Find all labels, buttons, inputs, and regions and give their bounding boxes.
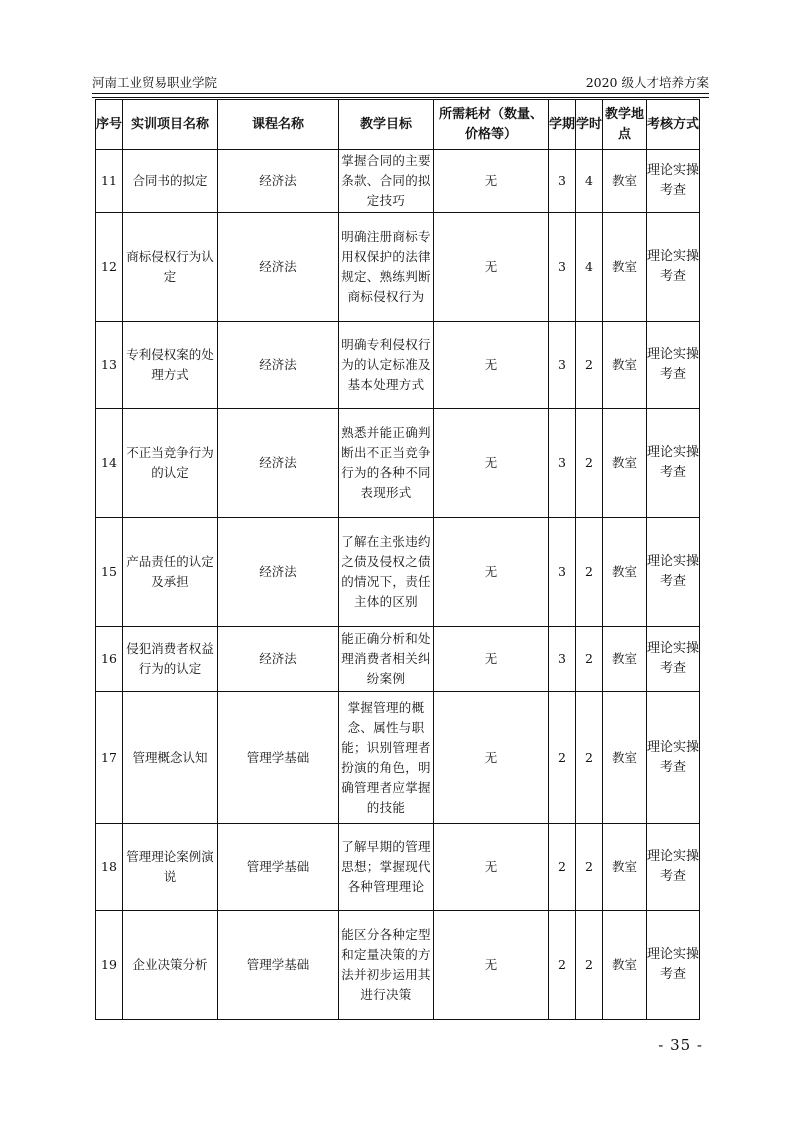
header-project: 实训项目名称 <box>123 100 218 150</box>
cell-course: 经济法 <box>218 627 339 692</box>
cell-semester: 2 <box>549 911 576 1020</box>
cell-materials: 无 <box>434 150 549 213</box>
cell-location: 教室 <box>603 692 647 824</box>
table-row <box>96 627 700 692</box>
cell-location: 教室 <box>603 322 647 409</box>
cell-semester: 3 <box>549 518 576 627</box>
cell-exam: 理论实操考查 <box>647 213 700 322</box>
table-row <box>96 150 700 213</box>
cell-hours: 2 <box>576 627 603 692</box>
cell-exam: 理论实操考查 <box>647 322 700 409</box>
header-hours: 学时 <box>576 100 603 150</box>
cell-seq: 12 <box>96 213 123 322</box>
cell-semester: 3 <box>549 409 576 518</box>
table-row <box>96 518 700 627</box>
cell-seq: 11 <box>96 150 123 213</box>
cell-goal: 掌握合同的主要条款、合同的拟定技巧 <box>339 150 434 213</box>
cell-location: 教室 <box>603 213 647 322</box>
table-row <box>96 409 700 518</box>
cell-goal: 掌握管理的概念、属性与职能；识别管理者扮演的角色，明确管理者应掌握的技能 <box>339 692 434 824</box>
cell-seq: 18 <box>96 824 123 911</box>
cell-goal: 能正确分析和处理消费者相关纠纷案例 <box>339 627 434 692</box>
cell-goal: 了解早期的管理思想；掌握现代各种管理理论 <box>339 824 434 911</box>
cell-project: 企业决策分析 <box>123 911 218 1020</box>
cell-location: 教室 <box>603 911 647 1020</box>
header-materials: 所需耗材（数量、价格等） <box>434 100 549 150</box>
cell-semester: 3 <box>549 213 576 322</box>
cell-course: 管理学基础 <box>218 911 339 1020</box>
cell-course: 管理学基础 <box>218 824 339 911</box>
cell-materials: 无 <box>434 322 549 409</box>
cell-goal: 能区分各种定型和定量决策的方法并初步运用其进行决策 <box>339 911 434 1020</box>
cell-goal: 了解在主张违约之债及侵权之债的情况下，责任主体的区别 <box>339 518 434 627</box>
cell-location: 教室 <box>603 824 647 911</box>
cell-hours: 2 <box>576 518 603 627</box>
cell-course: 经济法 <box>218 150 339 213</box>
header-exam: 考核方式 <box>647 100 700 150</box>
cell-hours: 4 <box>576 150 603 213</box>
cell-course: 经济法 <box>218 213 339 322</box>
cell-exam: 理论实操考查 <box>647 692 700 824</box>
cell-project: 管理理论案例演说 <box>123 824 218 911</box>
table-header-row <box>96 100 700 150</box>
cell-hours: 4 <box>576 213 603 322</box>
header-rule-thick <box>92 93 709 94</box>
cell-semester: 3 <box>549 627 576 692</box>
cell-project: 侵犯消费者权益行为的认定 <box>123 627 218 692</box>
cell-location: 教室 <box>603 518 647 627</box>
cell-hours: 2 <box>576 911 603 1020</box>
cell-exam: 理论实操考查 <box>647 824 700 911</box>
cell-course: 经济法 <box>218 409 339 518</box>
header-course: 课程名称 <box>218 100 339 150</box>
table-row <box>96 824 700 911</box>
cell-goal: 明确专利侵权行为的认定标准及基本处理方式 <box>339 322 434 409</box>
cell-materials: 无 <box>434 627 549 692</box>
table-row <box>96 692 700 824</box>
cell-materials: 无 <box>434 213 549 322</box>
cell-project: 专利侵权案的处理方式 <box>123 322 218 409</box>
header-semester: 学期 <box>549 100 576 150</box>
cell-hours: 2 <box>576 409 603 518</box>
cell-seq: 14 <box>96 409 123 518</box>
cell-materials: 无 <box>434 692 549 824</box>
cell-seq: 15 <box>96 518 123 627</box>
cell-course: 经济法 <box>218 518 339 627</box>
cell-materials: 无 <box>434 824 549 911</box>
cell-materials: 无 <box>434 911 549 1020</box>
header-goal: 教学目标 <box>339 100 434 150</box>
header-seq: 序号 <box>96 100 123 150</box>
cell-hours: 2 <box>576 322 603 409</box>
cell-semester: 3 <box>549 150 576 213</box>
cell-exam: 理论实操考查 <box>647 150 700 213</box>
cell-location: 教室 <box>603 150 647 213</box>
table-row <box>96 911 700 1020</box>
cell-location: 教室 <box>603 409 647 518</box>
cell-location: 教室 <box>603 627 647 692</box>
header-location: 教学地点 <box>603 100 647 150</box>
cell-project: 管理概念认知 <box>123 692 218 824</box>
cell-course: 经济法 <box>218 322 339 409</box>
page-number: - 35 - <box>658 1036 703 1054</box>
cell-seq: 13 <box>96 322 123 409</box>
page-header <box>92 74 709 92</box>
cell-project: 合同书的拟定 <box>123 150 218 213</box>
cell-exam: 理论实操考查 <box>647 911 700 1020</box>
cell-goal: 明确注册商标专用权保护的法律规定、熟练判断商标侵权行为 <box>339 213 434 322</box>
cell-seq: 17 <box>96 692 123 824</box>
cell-hours: 2 <box>576 692 603 824</box>
cell-project: 商标侵权行为认定 <box>123 213 218 322</box>
cell-materials: 无 <box>434 518 549 627</box>
cell-seq: 19 <box>96 911 123 1020</box>
cell-exam: 理论实操考查 <box>647 409 700 518</box>
cell-project: 产品责任的认定及承担 <box>123 518 218 627</box>
cell-seq: 16 <box>96 627 123 692</box>
cell-goal: 熟悉并能正确判断出不正当竞争行为的各种不同表现形式 <box>339 409 434 518</box>
header-rule-thin <box>92 97 709 98</box>
cell-project: 不正当竞争行为的认定 <box>123 409 218 518</box>
cell-semester: 3 <box>549 322 576 409</box>
cell-semester: 2 <box>549 824 576 911</box>
cell-hours: 2 <box>576 824 603 911</box>
cell-materials: 无 <box>434 409 549 518</box>
school-name: 河南工业贸易职业学院 <box>92 75 218 90</box>
cell-course: 管理学基础 <box>218 692 339 824</box>
training-plan-table <box>95 99 700 1020</box>
table-row <box>96 213 700 322</box>
cell-exam: 理论实操考查 <box>647 627 700 692</box>
cell-exam: 理论实操考查 <box>647 518 700 627</box>
program-title: 2020 级人才培养方案 <box>585 75 709 90</box>
table-row <box>96 322 700 409</box>
cell-semester: 2 <box>549 692 576 824</box>
